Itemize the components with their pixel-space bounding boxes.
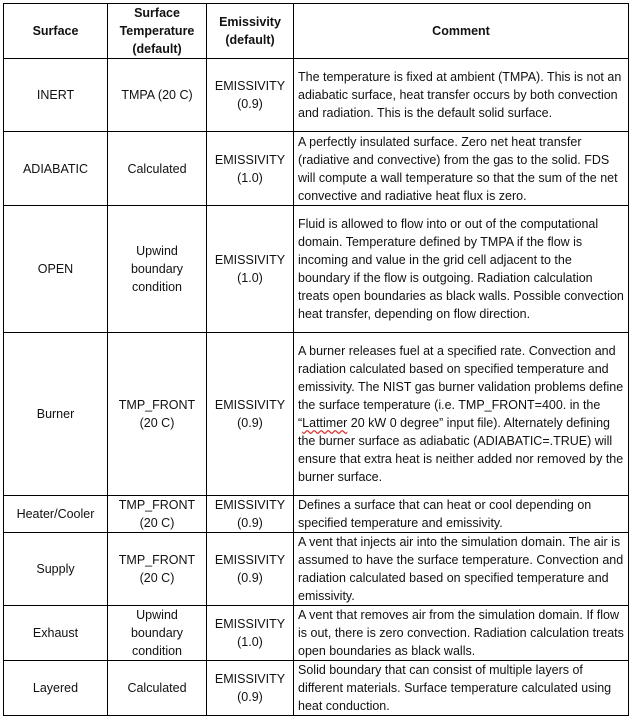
surface-cell: INERT <box>4 59 108 132</box>
surface-cell: Burner <box>4 333 108 496</box>
emissivity-cell: EMISSIVITY (0.9) <box>207 333 294 496</box>
surface-cell: Exhaust <box>4 606 108 661</box>
table-row-adiabatic <box>4 132 629 206</box>
table-row-heater-cooler <box>4 496 629 533</box>
spellcheck-word: Lattimer <box>302 416 348 430</box>
temperature-cell: TMPA (20 C) <box>108 59 207 132</box>
emissivity-cell: EMISSIVITY (0.9) <box>207 496 294 533</box>
header-emissivity: Emissivity (default) <box>207 4 294 59</box>
comment-cell: The temperature is fixed at ambient (TMPA). This is not an adiabatic surface, heat transfer occurs by both convection and radiation. This is the default solid surface. <box>294 59 629 132</box>
surface-cell: Supply <box>4 533 108 606</box>
table-row-inert <box>4 59 629 132</box>
surface-types-table <box>3 3 629 716</box>
comment-cell: A vent that removes air from the simulation domain. If flow is out, there is zero convection. Radiation calculation treats open boundaries as black walls. <box>294 606 629 661</box>
surface-cell: OPEN <box>4 206 108 333</box>
comment-cell <box>294 333 629 496</box>
comment-cell: Fluid is allowed to flow into or out of the computational domain. Temperature defined by TMPA if the flow is incoming and value in the grid cell adjacent to the boundary if the flow is outgoing. Radiation calculation treats open boundaries as black walls. Possible convection heat transfer, depending on flow direction. <box>294 206 629 333</box>
table-row-burner <box>4 333 629 496</box>
comment-text-part: A burner releases fuel at a specified rate. Convection and radiation calculated based on specified temperature and emissivity. The NIST gas burner validation problems define the surface temperature (i.e. TMP_FRONT=400. in the “ <box>298 344 624 430</box>
header-row <box>4 4 629 59</box>
header-surface: Surface <box>4 4 108 59</box>
emissivity-cell: EMISSIVITY (0.9) <box>207 661 294 716</box>
comment-cell: A vent that injects air into the simulation domain. The air is assumed to have the surface temperature. Convection and radiation calculated based on specified temperature and emissivity. <box>294 533 629 606</box>
table-row-supply <box>4 533 629 606</box>
surface-cell: ADIABATIC <box>4 132 108 206</box>
emissivity-cell: EMISSIVITY (0.9) <box>207 533 294 606</box>
surface-table-container <box>3 3 629 716</box>
header-surface-temperature: Surface Temperature (default) <box>108 4 207 59</box>
temperature-cell: Upwind boundary condition <box>108 606 207 661</box>
table-row-exhaust <box>4 606 629 661</box>
temperature-cell: Calculated <box>108 132 207 206</box>
comment-text-part: 20 kW 0 degree” input file). Alternately defining the burner surface as adiabatic (ADIABATIC=.TRUE) will ensure that extra heat is neither added nor removed by the burner surface. <box>298 416 624 484</box>
temperature-cell: Calculated <box>108 661 207 716</box>
header-comment: Comment <box>294 4 629 59</box>
temperature-cell: Upwind boundary condition <box>108 206 207 333</box>
temperature-cell: TMP_FRONT (20 C) <box>108 333 207 496</box>
emissivity-cell: EMISSIVITY (1.0) <box>207 606 294 661</box>
table-row-open <box>4 206 629 333</box>
comment-cell: A perfectly insulated surface. Zero net heat transfer (radiative and convective) from the gas to the solid. FDS will compute a wall temperature so that the sum of the net convective and radiative heat flux is zero. <box>294 132 629 206</box>
table-row-layered <box>4 661 629 716</box>
surface-cell: Layered <box>4 661 108 716</box>
temperature-cell: TMP_FRONT (20 C) <box>108 496 207 533</box>
comment-cell: Solid boundary that can consist of multiple layers of different materials. Surface temperature calculated using heat conduction. <box>294 661 629 716</box>
comment-cell: Defines a surface that can heat or cool depending on specified temperature and emissivity. <box>294 496 629 533</box>
emissivity-cell: EMISSIVITY (1.0) <box>207 206 294 333</box>
temperature-cell: TMP_FRONT (20 C) <box>108 533 207 606</box>
surface-cell: Heater/Cooler <box>4 496 108 533</box>
emissivity-cell: EMISSIVITY (0.9) <box>207 59 294 132</box>
emissivity-cell: EMISSIVITY (1.0) <box>207 132 294 206</box>
